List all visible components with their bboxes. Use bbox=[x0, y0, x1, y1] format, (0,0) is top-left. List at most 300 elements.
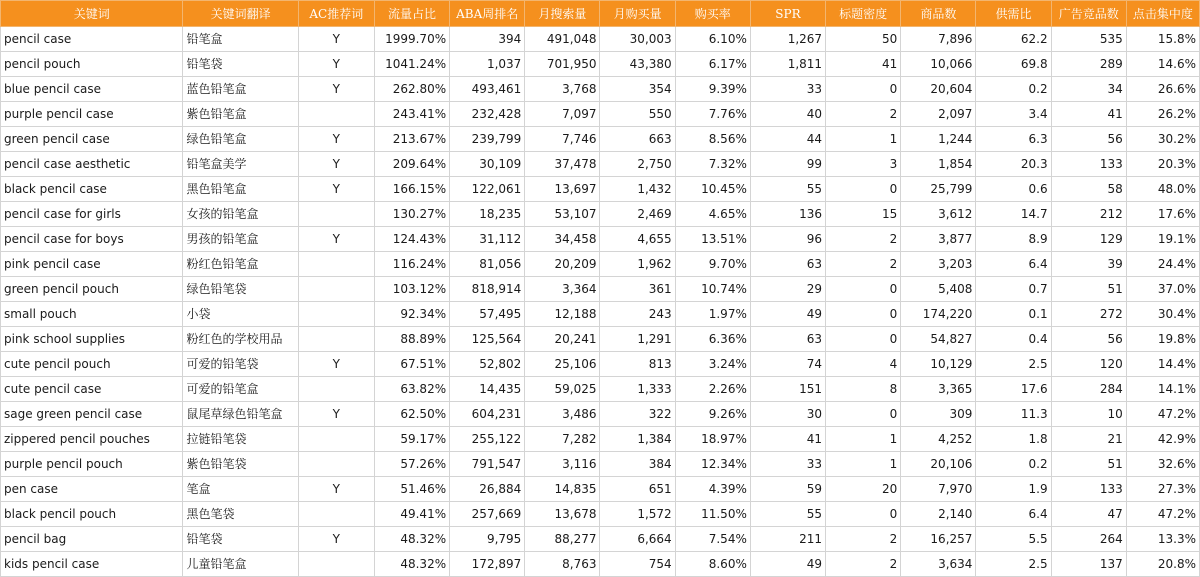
cell-purchase-rate[interactable]: 6.36% bbox=[675, 327, 750, 352]
cell-product-count[interactable]: 25,799 bbox=[901, 177, 976, 202]
cell-title-density[interactable]: 0 bbox=[826, 177, 901, 202]
cell-monthly-purchases[interactable]: 6,664 bbox=[600, 527, 675, 552]
cell-spr[interactable]: 49 bbox=[750, 302, 825, 327]
cell-purchase-rate[interactable]: 12.34% bbox=[675, 452, 750, 477]
cell-supply-demand-ratio[interactable]: 62.2 bbox=[976, 27, 1051, 52]
table-row[interactable] bbox=[1, 27, 1200, 52]
cell-aba-weekly-rank[interactable]: 18,235 bbox=[450, 202, 525, 227]
cell-click-concentration[interactable]: 14.1% bbox=[1126, 377, 1199, 402]
cell-title-density[interactable]: 2 bbox=[826, 227, 901, 252]
cell-keyword[interactable]: pink pencil case bbox=[1, 252, 183, 277]
cell-product-count[interactable]: 20,604 bbox=[901, 77, 976, 102]
cell-monthly-searches[interactable]: 59,025 bbox=[525, 377, 600, 402]
cell-aba-weekly-rank[interactable]: 125,564 bbox=[450, 327, 525, 352]
cell-aba-weekly-rank[interactable]: 122,061 bbox=[450, 177, 525, 202]
cell-click-concentration[interactable]: 24.4% bbox=[1126, 252, 1199, 277]
cell-monthly-searches[interactable]: 25,106 bbox=[525, 352, 600, 377]
cell-monthly-purchases[interactable]: 30,003 bbox=[600, 27, 675, 52]
cell-keyword[interactable]: zippered pencil pouches bbox=[1, 427, 183, 452]
table-row[interactable] bbox=[1, 527, 1200, 552]
cell-click-concentration[interactable]: 47.2% bbox=[1126, 502, 1199, 527]
cell-monthly-searches[interactable]: 14,835 bbox=[525, 477, 600, 502]
cell-keyword-translation[interactable]: 铅笔盒 bbox=[183, 27, 298, 52]
cell-title-density[interactable]: 4 bbox=[826, 352, 901, 377]
cell-title-density[interactable]: 0 bbox=[826, 402, 901, 427]
cell-click-concentration[interactable]: 14.4% bbox=[1126, 352, 1199, 377]
cell-ad-competitor-count[interactable]: 58 bbox=[1051, 177, 1126, 202]
cell-click-concentration[interactable]: 13.3% bbox=[1126, 527, 1199, 552]
header-supply-demand-ratio[interactable]: 供需比 bbox=[976, 1, 1051, 27]
cell-keyword[interactable]: sage green pencil case bbox=[1, 402, 183, 427]
cell-ac-recommended[interactable] bbox=[298, 452, 374, 477]
cell-title-density[interactable]: 0 bbox=[826, 277, 901, 302]
cell-keyword-translation[interactable]: 男孩的铅笔盒 bbox=[183, 227, 298, 252]
cell-ac-recommended[interactable]: Y bbox=[298, 27, 374, 52]
cell-supply-demand-ratio[interactable]: 20.3 bbox=[976, 152, 1051, 177]
cell-monthly-purchases[interactable]: 813 bbox=[600, 352, 675, 377]
cell-click-concentration[interactable]: 20.3% bbox=[1126, 152, 1199, 177]
table-row[interactable] bbox=[1, 127, 1200, 152]
cell-product-count[interactable]: 3,365 bbox=[901, 377, 976, 402]
cell-ad-competitor-count[interactable]: 10 bbox=[1051, 402, 1126, 427]
cell-supply-demand-ratio[interactable]: 5.5 bbox=[976, 527, 1051, 552]
header-title-density[interactable]: 标题密度 bbox=[826, 1, 901, 27]
table-row[interactable] bbox=[1, 452, 1200, 477]
cell-spr[interactable]: 55 bbox=[750, 502, 825, 527]
cell-ad-competitor-count[interactable]: 120 bbox=[1051, 352, 1126, 377]
cell-purchase-rate[interactable]: 4.39% bbox=[675, 477, 750, 502]
cell-title-density[interactable]: 41 bbox=[826, 52, 901, 77]
cell-ac-recommended[interactable]: Y bbox=[298, 352, 374, 377]
cell-monthly-searches[interactable]: 7,097 bbox=[525, 102, 600, 127]
cell-aba-weekly-rank[interactable]: 1,037 bbox=[450, 52, 525, 77]
cell-keyword-translation[interactable]: 粉红色的学校用品 bbox=[183, 327, 298, 352]
cell-ad-competitor-count[interactable]: 51 bbox=[1051, 452, 1126, 477]
cell-supply-demand-ratio[interactable]: 0.4 bbox=[976, 327, 1051, 352]
cell-monthly-purchases[interactable]: 1,572 bbox=[600, 502, 675, 527]
cell-traffic-share[interactable]: 48.32% bbox=[374, 552, 449, 577]
cell-supply-demand-ratio[interactable]: 69.8 bbox=[976, 52, 1051, 77]
cell-aba-weekly-rank[interactable]: 604,231 bbox=[450, 402, 525, 427]
cell-purchase-rate[interactable]: 10.74% bbox=[675, 277, 750, 302]
cell-traffic-share[interactable]: 1041.24% bbox=[374, 52, 449, 77]
table-row[interactable] bbox=[1, 477, 1200, 502]
cell-monthly-searches[interactable]: 491,048 bbox=[525, 27, 600, 52]
cell-supply-demand-ratio[interactable]: 2.5 bbox=[976, 352, 1051, 377]
cell-supply-demand-ratio[interactable]: 0.2 bbox=[976, 452, 1051, 477]
cell-title-density[interactable]: 8 bbox=[826, 377, 901, 402]
cell-supply-demand-ratio[interactable]: 0.1 bbox=[976, 302, 1051, 327]
cell-aba-weekly-rank[interactable]: 9,795 bbox=[450, 527, 525, 552]
header-keyword-translation[interactable]: 关键词翻译 bbox=[183, 1, 298, 27]
cell-monthly-searches[interactable]: 3,116 bbox=[525, 452, 600, 477]
cell-purchase-rate[interactable]: 9.39% bbox=[675, 77, 750, 102]
cell-title-density[interactable]: 1 bbox=[826, 427, 901, 452]
cell-product-count[interactable]: 7,896 bbox=[901, 27, 976, 52]
cell-spr[interactable]: 63 bbox=[750, 252, 825, 277]
table-row[interactable] bbox=[1, 227, 1200, 252]
cell-supply-demand-ratio[interactable]: 11.3 bbox=[976, 402, 1051, 427]
cell-title-density[interactable]: 1 bbox=[826, 127, 901, 152]
cell-click-concentration[interactable]: 42.9% bbox=[1126, 427, 1199, 452]
cell-keyword-translation[interactable]: 紫色铅笔袋 bbox=[183, 452, 298, 477]
cell-traffic-share[interactable]: 67.51% bbox=[374, 352, 449, 377]
cell-keyword[interactable]: purple pencil case bbox=[1, 102, 183, 127]
cell-monthly-purchases[interactable]: 1,432 bbox=[600, 177, 675, 202]
cell-purchase-rate[interactable]: 7.32% bbox=[675, 152, 750, 177]
cell-traffic-share[interactable]: 49.41% bbox=[374, 502, 449, 527]
cell-ac-recommended[interactable]: Y bbox=[298, 477, 374, 502]
cell-aba-weekly-rank[interactable]: 26,884 bbox=[450, 477, 525, 502]
cell-monthly-searches[interactable]: 701,950 bbox=[525, 52, 600, 77]
header-traffic-share[interactable]: 流量占比 bbox=[374, 1, 449, 27]
cell-keyword[interactable]: pencil case for boys bbox=[1, 227, 183, 252]
cell-purchase-rate[interactable]: 10.45% bbox=[675, 177, 750, 202]
cell-ac-recommended[interactable] bbox=[298, 327, 374, 352]
cell-aba-weekly-rank[interactable]: 394 bbox=[450, 27, 525, 52]
table-row[interactable] bbox=[1, 177, 1200, 202]
cell-ac-recommended[interactable]: Y bbox=[298, 127, 374, 152]
cell-spr[interactable]: 40 bbox=[750, 102, 825, 127]
cell-ad-competitor-count[interactable]: 212 bbox=[1051, 202, 1126, 227]
cell-supply-demand-ratio[interactable]: 1.8 bbox=[976, 427, 1051, 452]
cell-keyword-translation[interactable]: 绿色铅笔袋 bbox=[183, 277, 298, 302]
cell-click-concentration[interactable]: 47.2% bbox=[1126, 402, 1199, 427]
cell-keyword-translation[interactable]: 可爱的铅笔袋 bbox=[183, 352, 298, 377]
cell-ac-recommended[interactable] bbox=[298, 552, 374, 577]
cell-monthly-searches[interactable]: 20,209 bbox=[525, 252, 600, 277]
cell-product-count[interactable]: 2,097 bbox=[901, 102, 976, 127]
cell-traffic-share[interactable]: 62.50% bbox=[374, 402, 449, 427]
header-ad-competitor-count[interactable]: 广告竞品数 bbox=[1051, 1, 1126, 27]
header-aba-weekly-rank[interactable]: ABA周排名 bbox=[450, 1, 525, 27]
cell-traffic-share[interactable]: 92.34% bbox=[374, 302, 449, 327]
cell-spr[interactable]: 29 bbox=[750, 277, 825, 302]
cell-ac-recommended[interactable] bbox=[298, 502, 374, 527]
cell-aba-weekly-rank[interactable]: 791,547 bbox=[450, 452, 525, 477]
cell-supply-demand-ratio[interactable]: 6.4 bbox=[976, 502, 1051, 527]
cell-ad-competitor-count[interactable]: 264 bbox=[1051, 527, 1126, 552]
cell-title-density[interactable]: 0 bbox=[826, 502, 901, 527]
cell-traffic-share[interactable]: 262.80% bbox=[374, 77, 449, 102]
cell-product-count[interactable]: 4,252 bbox=[901, 427, 976, 452]
cell-ac-recommended[interactable]: Y bbox=[298, 77, 374, 102]
cell-product-count[interactable]: 54,827 bbox=[901, 327, 976, 352]
cell-product-count[interactable]: 309 bbox=[901, 402, 976, 427]
cell-traffic-share[interactable]: 209.64% bbox=[374, 152, 449, 177]
cell-spr[interactable]: 41 bbox=[750, 427, 825, 452]
cell-keyword[interactable]: purple pencil pouch bbox=[1, 452, 183, 477]
header-keyword[interactable]: 关键词 bbox=[1, 1, 183, 27]
cell-aba-weekly-rank[interactable]: 257,669 bbox=[450, 502, 525, 527]
cell-product-count[interactable]: 3,612 bbox=[901, 202, 976, 227]
cell-keyword-translation[interactable]: 粉红色铅笔盒 bbox=[183, 252, 298, 277]
cell-purchase-rate[interactable]: 6.17% bbox=[675, 52, 750, 77]
cell-ad-competitor-count[interactable]: 289 bbox=[1051, 52, 1126, 77]
cell-spr[interactable]: 33 bbox=[750, 452, 825, 477]
cell-spr[interactable]: 99 bbox=[750, 152, 825, 177]
cell-monthly-purchases[interactable]: 663 bbox=[600, 127, 675, 152]
table-row[interactable] bbox=[1, 552, 1200, 577]
cell-spr[interactable]: 55 bbox=[750, 177, 825, 202]
cell-ac-recommended[interactable]: Y bbox=[298, 177, 374, 202]
cell-ad-competitor-count[interactable]: 129 bbox=[1051, 227, 1126, 252]
cell-click-concentration[interactable]: 27.3% bbox=[1126, 477, 1199, 502]
table-row[interactable] bbox=[1, 277, 1200, 302]
cell-keyword[interactable]: pencil case aesthetic bbox=[1, 152, 183, 177]
cell-monthly-purchases[interactable]: 1,962 bbox=[600, 252, 675, 277]
cell-purchase-rate[interactable]: 3.24% bbox=[675, 352, 750, 377]
cell-keyword[interactable]: pencil case bbox=[1, 27, 183, 52]
cell-spr[interactable]: 211 bbox=[750, 527, 825, 552]
cell-keyword[interactable]: cute pencil pouch bbox=[1, 352, 183, 377]
cell-monthly-purchases[interactable]: 1,333 bbox=[600, 377, 675, 402]
cell-monthly-searches[interactable]: 34,458 bbox=[525, 227, 600, 252]
cell-ac-recommended[interactable]: Y bbox=[298, 402, 374, 427]
cell-traffic-share[interactable]: 243.41% bbox=[374, 102, 449, 127]
cell-ad-competitor-count[interactable]: 47 bbox=[1051, 502, 1126, 527]
cell-title-density[interactable]: 2 bbox=[826, 527, 901, 552]
cell-keyword-translation[interactable]: 铅笔盒美学 bbox=[183, 152, 298, 177]
cell-ac-recommended[interactable] bbox=[298, 202, 374, 227]
cell-supply-demand-ratio[interactable]: 8.9 bbox=[976, 227, 1051, 252]
cell-aba-weekly-rank[interactable]: 30,109 bbox=[450, 152, 525, 177]
cell-keyword[interactable]: kids pencil case bbox=[1, 552, 183, 577]
cell-aba-weekly-rank[interactable]: 31,112 bbox=[450, 227, 525, 252]
cell-ac-recommended[interactable] bbox=[298, 302, 374, 327]
cell-monthly-searches[interactable]: 12,188 bbox=[525, 302, 600, 327]
header-ac-recommended[interactable]: AC推荐词 bbox=[298, 1, 374, 27]
cell-product-count[interactable]: 174,220 bbox=[901, 302, 976, 327]
cell-spr[interactable]: 30 bbox=[750, 402, 825, 427]
cell-ac-recommended[interactable]: Y bbox=[298, 152, 374, 177]
cell-spr[interactable]: 33 bbox=[750, 77, 825, 102]
cell-click-concentration[interactable]: 15.8% bbox=[1126, 27, 1199, 52]
cell-purchase-rate[interactable]: 7.54% bbox=[675, 527, 750, 552]
cell-keyword-translation[interactable]: 铅笔袋 bbox=[183, 527, 298, 552]
table-row[interactable] bbox=[1, 352, 1200, 377]
cell-keyword[interactable]: black pencil pouch bbox=[1, 502, 183, 527]
cell-purchase-rate[interactable]: 6.10% bbox=[675, 27, 750, 52]
cell-traffic-share[interactable]: 51.46% bbox=[374, 477, 449, 502]
cell-title-density[interactable]: 2 bbox=[826, 252, 901, 277]
cell-keyword-translation[interactable]: 儿童铅笔盒 bbox=[183, 552, 298, 577]
cell-click-concentration[interactable]: 32.6% bbox=[1126, 452, 1199, 477]
cell-purchase-rate[interactable]: 1.97% bbox=[675, 302, 750, 327]
cell-keyword-translation[interactable]: 绿色铅笔盒 bbox=[183, 127, 298, 152]
cell-click-concentration[interactable]: 30.4% bbox=[1126, 302, 1199, 327]
cell-ad-competitor-count[interactable]: 51 bbox=[1051, 277, 1126, 302]
cell-keyword[interactable]: green pencil pouch bbox=[1, 277, 183, 302]
cell-ad-competitor-count[interactable]: 284 bbox=[1051, 377, 1126, 402]
cell-aba-weekly-rank[interactable]: 493,461 bbox=[450, 77, 525, 102]
cell-monthly-purchases[interactable]: 2,750 bbox=[600, 152, 675, 177]
cell-aba-weekly-rank[interactable]: 57,495 bbox=[450, 302, 525, 327]
table-row[interactable] bbox=[1, 202, 1200, 227]
cell-click-concentration[interactable]: 20.8% bbox=[1126, 552, 1199, 577]
cell-aba-weekly-rank[interactable]: 14,435 bbox=[450, 377, 525, 402]
cell-supply-demand-ratio[interactable]: 6.3 bbox=[976, 127, 1051, 152]
cell-title-density[interactable]: 0 bbox=[826, 327, 901, 352]
table-row[interactable] bbox=[1, 502, 1200, 527]
cell-traffic-share[interactable]: 124.43% bbox=[374, 227, 449, 252]
cell-traffic-share[interactable]: 63.82% bbox=[374, 377, 449, 402]
cell-product-count[interactable]: 20,106 bbox=[901, 452, 976, 477]
cell-ac-recommended[interactable]: Y bbox=[298, 527, 374, 552]
cell-ad-competitor-count[interactable]: 34 bbox=[1051, 77, 1126, 102]
cell-keyword[interactable]: small pouch bbox=[1, 302, 183, 327]
cell-monthly-searches[interactable]: 20,241 bbox=[525, 327, 600, 352]
cell-aba-weekly-rank[interactable]: 255,122 bbox=[450, 427, 525, 452]
cell-product-count[interactable]: 3,203 bbox=[901, 252, 976, 277]
cell-monthly-purchases[interactable]: 651 bbox=[600, 477, 675, 502]
table-row[interactable] bbox=[1, 327, 1200, 352]
cell-product-count[interactable]: 2,140 bbox=[901, 502, 976, 527]
cell-traffic-share[interactable]: 59.17% bbox=[374, 427, 449, 452]
cell-keyword-translation[interactable]: 笔盒 bbox=[183, 477, 298, 502]
cell-ad-competitor-count[interactable]: 41 bbox=[1051, 102, 1126, 127]
cell-purchase-rate[interactable]: 9.26% bbox=[675, 402, 750, 427]
cell-title-density[interactable]: 0 bbox=[826, 302, 901, 327]
cell-purchase-rate[interactable]: 18.97% bbox=[675, 427, 750, 452]
cell-product-count[interactable]: 1,854 bbox=[901, 152, 976, 177]
cell-supply-demand-ratio[interactable]: 2.5 bbox=[976, 552, 1051, 577]
cell-title-density[interactable]: 50 bbox=[826, 27, 901, 52]
cell-keyword-translation[interactable]: 铅笔袋 bbox=[183, 52, 298, 77]
cell-click-concentration[interactable]: 19.8% bbox=[1126, 327, 1199, 352]
table-row[interactable] bbox=[1, 302, 1200, 327]
cell-monthly-purchases[interactable]: 361 bbox=[600, 277, 675, 302]
cell-product-count[interactable]: 16,257 bbox=[901, 527, 976, 552]
cell-monthly-purchases[interactable]: 43,380 bbox=[600, 52, 675, 77]
cell-aba-weekly-rank[interactable]: 818,914 bbox=[450, 277, 525, 302]
cell-monthly-searches[interactable]: 13,697 bbox=[525, 177, 600, 202]
cell-aba-weekly-rank[interactable]: 81,056 bbox=[450, 252, 525, 277]
cell-ac-recommended[interactable] bbox=[298, 277, 374, 302]
cell-product-count[interactable]: 3,634 bbox=[901, 552, 976, 577]
cell-click-concentration[interactable]: 37.0% bbox=[1126, 277, 1199, 302]
cell-click-concentration[interactable]: 26.2% bbox=[1126, 102, 1199, 127]
cell-ac-recommended[interactable] bbox=[298, 252, 374, 277]
cell-purchase-rate[interactable]: 11.50% bbox=[675, 502, 750, 527]
cell-title-density[interactable]: 20 bbox=[826, 477, 901, 502]
cell-monthly-purchases[interactable]: 1,384 bbox=[600, 427, 675, 452]
cell-keyword-translation[interactable]: 女孩的铅笔盒 bbox=[183, 202, 298, 227]
cell-click-concentration[interactable]: 19.1% bbox=[1126, 227, 1199, 252]
cell-keyword[interactable]: pen case bbox=[1, 477, 183, 502]
table-row[interactable] bbox=[1, 52, 1200, 77]
cell-ac-recommended[interactable]: Y bbox=[298, 52, 374, 77]
cell-supply-demand-ratio[interactable]: 0.2 bbox=[976, 77, 1051, 102]
cell-ad-competitor-count[interactable]: 137 bbox=[1051, 552, 1126, 577]
cell-spr[interactable]: 1,811 bbox=[750, 52, 825, 77]
table-row[interactable] bbox=[1, 152, 1200, 177]
header-purchase-rate[interactable]: 购买率 bbox=[675, 1, 750, 27]
cell-keyword-translation[interactable]: 拉链铅笔袋 bbox=[183, 427, 298, 452]
header-click-concentration[interactable]: 点击集中度 bbox=[1126, 1, 1199, 27]
cell-product-count[interactable]: 3,877 bbox=[901, 227, 976, 252]
cell-keyword-translation[interactable]: 鼠尾草绿色铅笔盒 bbox=[183, 402, 298, 427]
cell-ac-recommended[interactable]: Y bbox=[298, 227, 374, 252]
cell-product-count[interactable]: 10,066 bbox=[901, 52, 976, 77]
table-row[interactable] bbox=[1, 377, 1200, 402]
cell-keyword[interactable]: black pencil case bbox=[1, 177, 183, 202]
table-row[interactable] bbox=[1, 102, 1200, 127]
cell-aba-weekly-rank[interactable]: 172,897 bbox=[450, 552, 525, 577]
cell-ad-competitor-count[interactable]: 21 bbox=[1051, 427, 1126, 452]
cell-monthly-purchases[interactable]: 1,291 bbox=[600, 327, 675, 352]
cell-monthly-searches[interactable]: 3,768 bbox=[525, 77, 600, 102]
header-product-count[interactable]: 商品数 bbox=[901, 1, 976, 27]
cell-aba-weekly-rank[interactable]: 232,428 bbox=[450, 102, 525, 127]
cell-traffic-share[interactable]: 130.27% bbox=[374, 202, 449, 227]
cell-traffic-share[interactable]: 88.89% bbox=[374, 327, 449, 352]
cell-keyword[interactable]: pencil case for girls bbox=[1, 202, 183, 227]
cell-spr[interactable]: 1,267 bbox=[750, 27, 825, 52]
cell-keyword[interactable]: cute pencil case bbox=[1, 377, 183, 402]
cell-ad-competitor-count[interactable]: 133 bbox=[1051, 152, 1126, 177]
cell-keyword-translation[interactable]: 可爱的铅笔盒 bbox=[183, 377, 298, 402]
cell-click-concentration[interactable]: 17.6% bbox=[1126, 202, 1199, 227]
cell-monthly-purchases[interactable]: 243 bbox=[600, 302, 675, 327]
cell-keyword-translation[interactable]: 小袋 bbox=[183, 302, 298, 327]
cell-spr[interactable]: 151 bbox=[750, 377, 825, 402]
cell-traffic-share[interactable]: 48.32% bbox=[374, 527, 449, 552]
cell-purchase-rate[interactable]: 13.51% bbox=[675, 227, 750, 252]
cell-spr[interactable]: 63 bbox=[750, 327, 825, 352]
cell-monthly-searches[interactable]: 3,364 bbox=[525, 277, 600, 302]
cell-traffic-share[interactable]: 116.24% bbox=[374, 252, 449, 277]
cell-monthly-searches[interactable]: 7,746 bbox=[525, 127, 600, 152]
cell-ad-competitor-count[interactable]: 56 bbox=[1051, 127, 1126, 152]
cell-monthly-searches[interactable]: 8,763 bbox=[525, 552, 600, 577]
cell-product-count[interactable]: 7,970 bbox=[901, 477, 976, 502]
cell-ac-recommended[interactable] bbox=[298, 102, 374, 127]
cell-ac-recommended[interactable] bbox=[298, 377, 374, 402]
cell-product-count[interactable]: 5,408 bbox=[901, 277, 976, 302]
cell-spr[interactable]: 49 bbox=[750, 552, 825, 577]
cell-traffic-share[interactable]: 1999.70% bbox=[374, 27, 449, 52]
cell-keyword[interactable]: pencil bag bbox=[1, 527, 183, 552]
cell-keyword-translation[interactable]: 黑色笔袋 bbox=[183, 502, 298, 527]
header-monthly-purchases[interactable]: 月购买量 bbox=[600, 1, 675, 27]
cell-monthly-searches[interactable]: 37,478 bbox=[525, 152, 600, 177]
cell-monthly-purchases[interactable]: 754 bbox=[600, 552, 675, 577]
cell-ad-competitor-count[interactable]: 272 bbox=[1051, 302, 1126, 327]
cell-product-count[interactable]: 1,244 bbox=[901, 127, 976, 152]
cell-spr[interactable]: 136 bbox=[750, 202, 825, 227]
cell-click-concentration[interactable]: 48.0% bbox=[1126, 177, 1199, 202]
cell-aba-weekly-rank[interactable]: 239,799 bbox=[450, 127, 525, 152]
cell-traffic-share[interactable]: 103.12% bbox=[374, 277, 449, 302]
cell-purchase-rate[interactable]: 9.70% bbox=[675, 252, 750, 277]
cell-monthly-purchases[interactable]: 4,655 bbox=[600, 227, 675, 252]
cell-keyword[interactable]: pencil pouch bbox=[1, 52, 183, 77]
table-row[interactable] bbox=[1, 77, 1200, 102]
cell-monthly-purchases[interactable]: 354 bbox=[600, 77, 675, 102]
cell-monthly-searches[interactable]: 3,486 bbox=[525, 402, 600, 427]
cell-ad-competitor-count[interactable]: 133 bbox=[1051, 477, 1126, 502]
cell-ad-competitor-count[interactable]: 39 bbox=[1051, 252, 1126, 277]
header-spr[interactable]: SPR bbox=[750, 1, 825, 27]
cell-supply-demand-ratio[interactable]: 0.6 bbox=[976, 177, 1051, 202]
cell-keyword[interactable]: blue pencil case bbox=[1, 77, 183, 102]
cell-title-density[interactable]: 15 bbox=[826, 202, 901, 227]
cell-spr[interactable]: 44 bbox=[750, 127, 825, 152]
cell-supply-demand-ratio[interactable]: 17.6 bbox=[976, 377, 1051, 402]
cell-ac-recommended[interactable] bbox=[298, 427, 374, 452]
cell-keyword-translation[interactable]: 蓝色铅笔盒 bbox=[183, 77, 298, 102]
